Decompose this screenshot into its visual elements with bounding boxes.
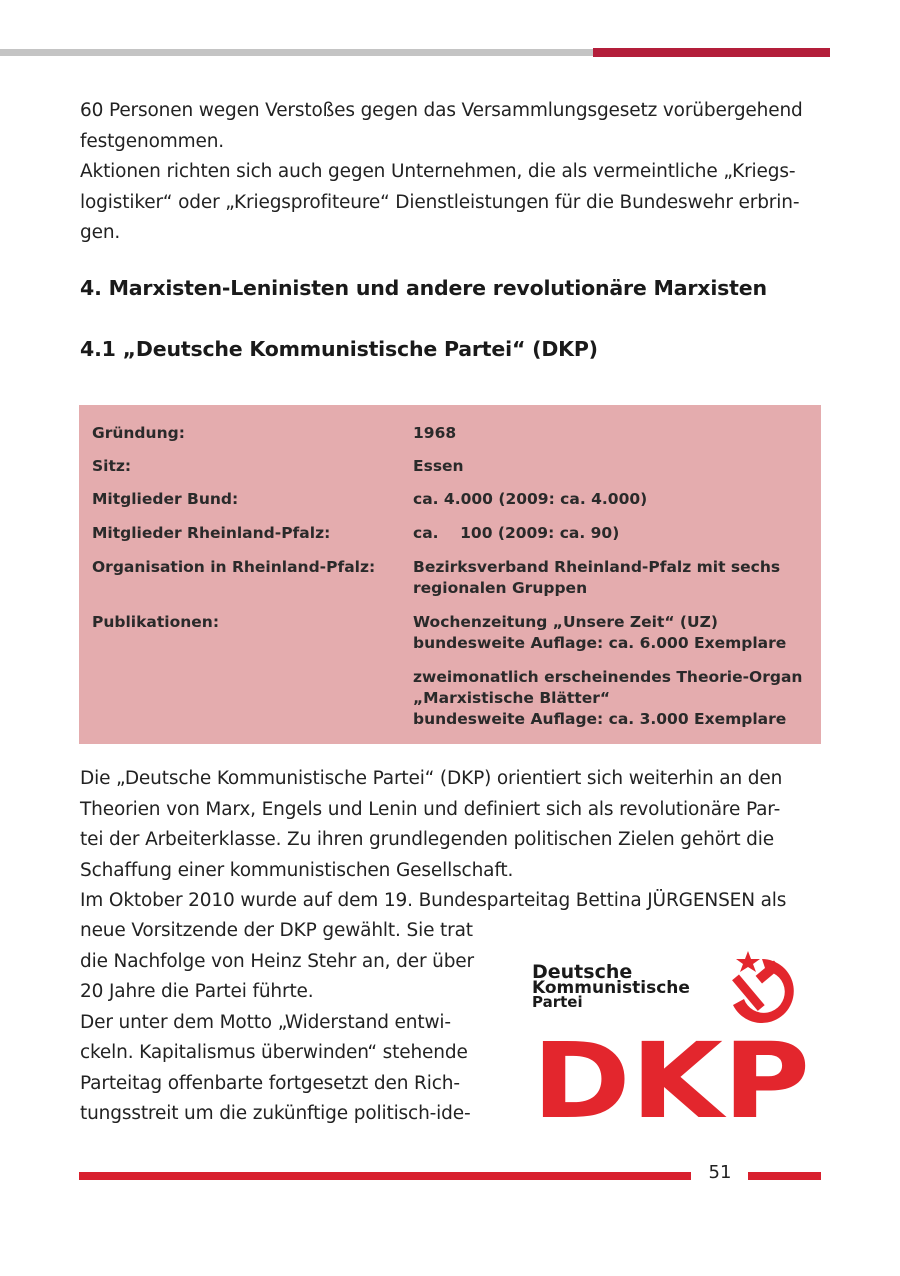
text-line: Theorien von Marx, Engels und Lenin und definiert sich als revolutionäre Par- (80, 798, 781, 820)
info-label: Sitz: (92, 457, 132, 475)
info-value (413, 612, 786, 654)
info-value (413, 557, 780, 599)
text-line: die Nachfolge von Heinz Stehr an, der über (80, 950, 474, 972)
text-line: Im Oktober 2010 wurde auf dem 19. Bundesparteitag Bettina JÜRGENSEN als (80, 890, 787, 911)
info-label: Mitglieder Bund: (92, 490, 239, 508)
info-value-line: bundesweite Auflage: ca. 3.000 Exemplare (413, 710, 787, 728)
logo-dkp-text: DKP (532, 1020, 810, 1121)
text-line: tei der Arbeiterklasse. Zu ihren grundlegenden politischen Zielen gehört die (80, 829, 774, 850)
intro-paragraph (80, 96, 825, 249)
text-line: 20 Jahre die Partei führte. (80, 981, 314, 1002)
info-value (413, 667, 802, 730)
text-line: Die „Deutsche Kommunistische Partei“ (DKP) orientiert sich weiterhin an den (80, 768, 783, 789)
text-line: Der unter dem Motto „Widerstand entwi- (80, 1011, 451, 1033)
text-line: Parteitag offenbarte fortgesetzt den Rich- (80, 1072, 460, 1094)
text-line: logistiker“ oder „Kriegsprofiteure“ Dienstleistungen für die Bundeswehr erbrin- (80, 191, 800, 213)
info-value (413, 456, 464, 477)
logo-line-kommunistische: Kommunistische (532, 978, 690, 998)
text-line: gen. (80, 222, 121, 243)
info-box (79, 405, 821, 744)
info-label: Mitglieder Rheinland-Pfalz: (92, 524, 331, 542)
top-rule-grey (0, 49, 593, 56)
text-line: festgenommen. (80, 130, 225, 152)
info-value-line: regionalen Gruppen (413, 579, 588, 597)
text-line: tungsstreit um die zukünftige politisch-ide- (80, 1103, 471, 1124)
top-rule-red (593, 48, 830, 57)
text-line: 60 Personen wegen Verstoßes gegen das Versammlungsgesetz vorübergehend (80, 100, 803, 121)
info-label: Organisation in Rheinland-Pfalz: (92, 558, 376, 576)
page-number: 51 (708, 1162, 732, 1183)
info-value (413, 423, 456, 444)
dkp-logo (530, 945, 812, 1121)
info-value-line: Bezirksverband Rheinland-Pfalz mit sechs (413, 558, 781, 576)
footer-rule-left (79, 1172, 691, 1180)
text-line: neue Vorsitzende der DKP gewählt. Sie trat (80, 920, 473, 941)
text-line: Schaffung einer kommunistischen Gesellschaft. (80, 859, 514, 881)
text-line: Aktionen richten sich auch gegen Unternehmen, die als vermeintliche „Kriegs- (80, 161, 796, 182)
info-value-line: Wochenzeitung „Unsere Zeit“ (UZ) (413, 613, 718, 631)
info-value-line: Essen (413, 457, 464, 475)
text-line: ckeln. Kapitalismus überwinden“ stehende (80, 1042, 468, 1063)
subsection-heading: 4.1 „Deutsche Kommunistische Partei“ (DKP) (80, 337, 598, 361)
info-label: Gründung: (92, 424, 185, 442)
info-value-line: ca. 4.000 (2009: ca. 4.000) (413, 490, 648, 508)
logo-line-partei: Partei (532, 993, 583, 1011)
info-value-line: bundesweite Auflage: ca. 6.000 Exemplare (413, 634, 787, 652)
info-value (413, 489, 647, 510)
info-value-line: 1968 (413, 424, 457, 442)
logo-line-deutsche: Deutsche (532, 961, 633, 983)
info-value-line: ca. 100 (2009: ca. 90) (413, 524, 620, 542)
hammer-sickle-icon (732, 951, 794, 1023)
info-label: Publikationen: (92, 613, 220, 631)
footer-rule-right (748, 1172, 821, 1180)
wrap-paragraph (80, 916, 500, 1130)
info-value-line: „Marxistische Blätter“ (413, 689, 611, 707)
body-paragraph (80, 764, 825, 917)
info-value (413, 523, 619, 544)
section-heading: 4. Marxisten-Leninisten und andere revolutionäre Marxisten (80, 276, 767, 300)
info-value-line: zweimonatlich erscheinendes Theorie-Organ (413, 668, 803, 686)
